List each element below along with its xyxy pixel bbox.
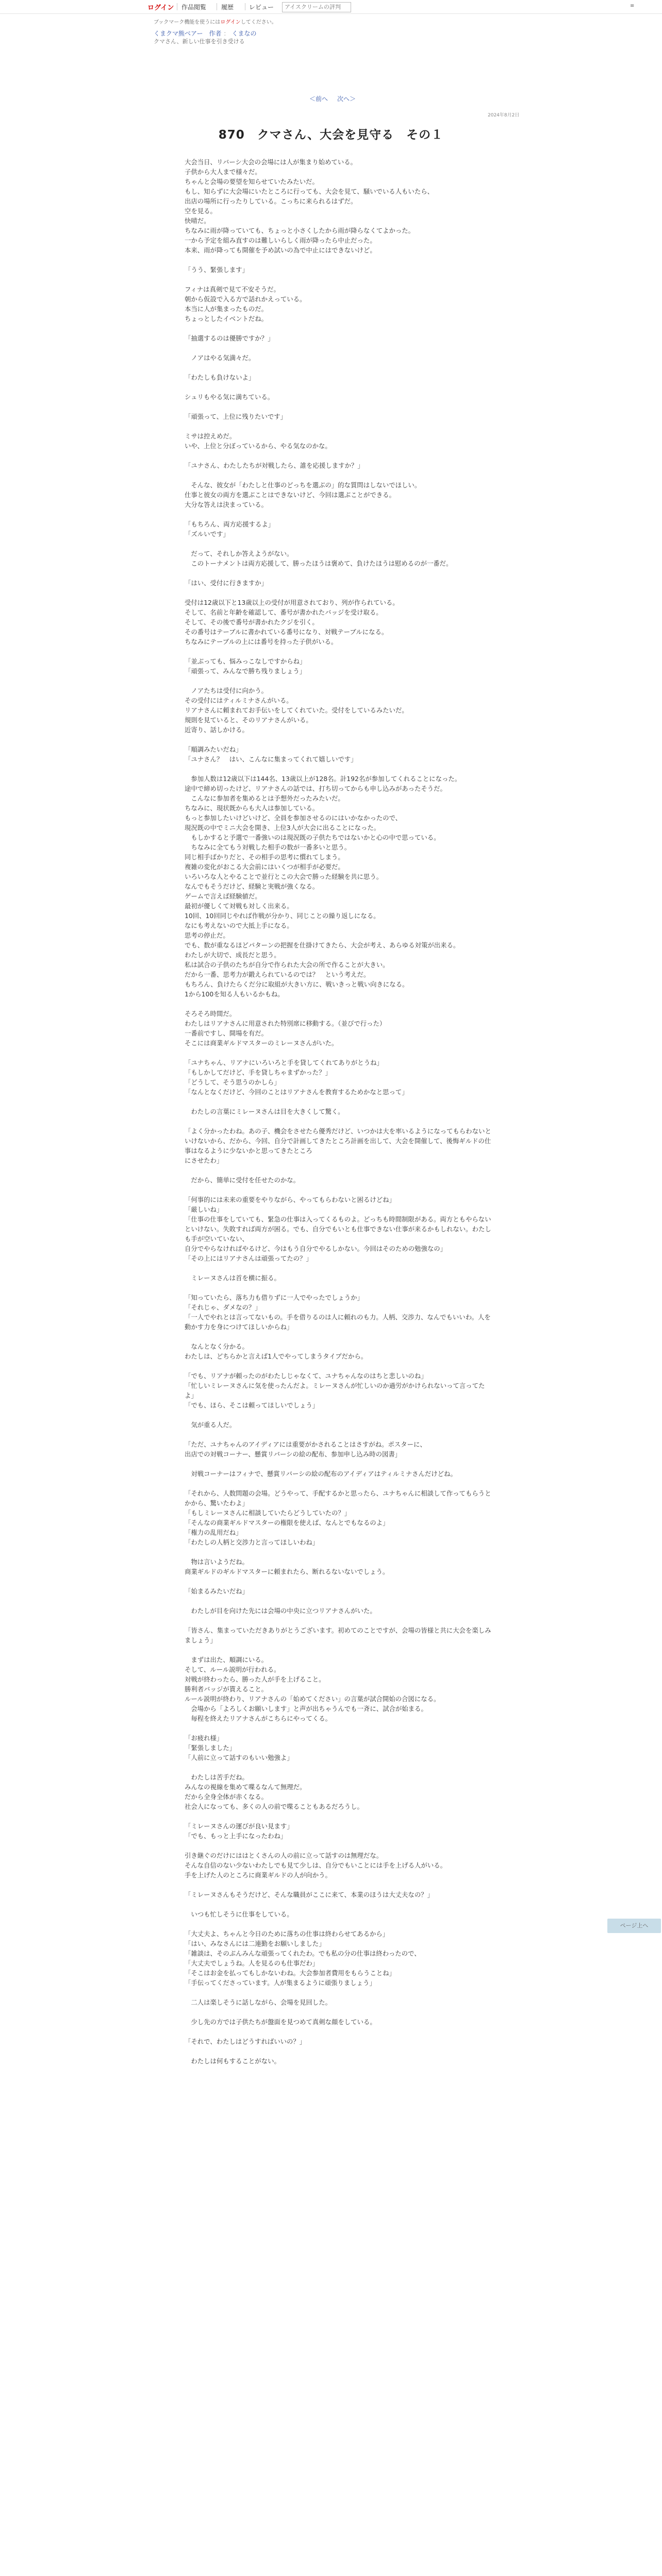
body-line [185,735,494,744]
chapter-pager [309,94,356,103]
body-line: なんでもそうだけど、経験と実戦が強くなる。 [185,883,319,890]
breadcrumb: くまクマ熊ベアー 作者 ： くまなの [154,30,257,37]
body-line: 「ユナさん？ はい、こんなに集まってくれて嬉しいです」 [185,755,357,763]
body-line [185,676,494,686]
breadcrumb-novel-title[interactable]: くまクマ熊ベアー [154,30,203,37]
body-line: 「頑張って、上位に残りたいです」 [185,413,287,420]
body-line: もし、知らずに大会場にいたところに行っても、大会を見て、騒いでいる人もいたら、 [185,188,434,195]
body-line: 少し先の方では子供たちが盤面を見つめて真剣な顔をしている。 [185,2018,376,2026]
body-line: 「抽選するのは優勝ですか？」 [185,334,274,342]
body-line: 現況既の中でミニ大会を開き、上位3人が大会に出ることになった。 [185,824,380,832]
body-line: このトーナメントは両方応援して、勝ったほうは褒めて、負けたほうは慰めるのが一番だ。 [185,560,453,567]
body-line: ミレーヌさんは首を横に振る。 [185,1274,280,1282]
body-line: 「人前に立って話すのもいい勉強よ」 [185,1754,293,1761]
body-line [185,1185,494,1195]
body-line: 「大丈夫よ、ちゃんと今日のために落ちの仕事は終わらせてあるから」 [185,1930,389,1938]
nav-item-browse[interactable]: 作品閲覧 [181,4,207,11]
body-line: 「お疲れ様」 [185,1734,223,1742]
body-line: わたしは、どちらかと言えば1人でやってしまうタイプだから。 [185,1352,368,1360]
body-line: そして、その後で番号が書かれたクジを引く。 [185,618,319,626]
body-line: 一から予定を組み直すのは難しいらしく雨が降ったら中止だった。 [185,236,376,244]
body-line: 規則を見ていると、そのリアナさんがいる。 [185,716,312,724]
body-line: 「ズルいです」 [185,530,229,538]
notice-login-link[interactable]: ログイン [220,20,241,25]
body-line: 朝から仮設で入る方で話れかえっている。 [185,295,306,303]
nav-item-review[interactable]: レビュー [249,4,274,11]
body-line: 「それから、人数問題の会場。どうやって、手配するかと思ったら、ユナちゃんに相談して作ってもらうとかから、驚いたわよ」 [185,1489,491,1507]
body-line: ちなみに、現状既からも大人は参加している。 [185,804,319,812]
body-line [185,2007,494,2017]
body-line: 引き継ぐのだけにははとくさんの人の前に立って話すのは無理だな。 [185,1852,383,1859]
body-line: 「そんなの商業ギルドマスターの権限を使えば、なんとでもなるのよ」 [185,1519,389,1527]
body-line: そして、名前と年齢を確認して、番号が書かれたバッジを受け取る。 [185,608,383,616]
body-line: 思考の停止だ。 [185,931,229,939]
body-line [185,1723,494,1733]
search-input[interactable] [282,2,351,12]
body-line: 毎程を終えたリアナさんがこちらにやってくる。 [185,1715,332,1722]
body-line: その番号はテーブルに書かれている番号になり、対戦テーブルになる。 [185,628,388,636]
chapter-group: クマさん、新しい仕事を引き受ける [154,38,245,45]
body-line: 「何事的には未来の重要をやりながら、やってもらわないと困るけどね」 [185,1196,395,1204]
body-line: 対戦コーナーはフィナで、懸賞リバーシの絵の配布のアイディアはティルミナさんだけどね。 [185,1470,457,1478]
body-line: ちゃんと会場の要望を知らせていたみたいだ。 [185,178,319,185]
breadcrumb-author[interactable]: くまなの [231,30,257,37]
body-line: ゲームで言えば経験値だ。 [185,892,261,900]
body-line [185,1762,494,1772]
body-line: もっと参加したいけどいけど、全員を参加させるのにはいかなかったので、 [185,814,402,822]
body-line: 「その上にはリアナさんは頑張ってたの？」 [185,1255,312,1262]
body-line: 二人は楽しそうに話しながら、会場を見回した。 [185,1998,332,2006]
body-line: 「一人でやれとは言ってないもの。手を借りるのは人に頼れのも力。人柄、交渉力、なんでもいいわ。人を動かす力を身につけてほしいからね」 [185,1313,491,1331]
body-line [185,343,494,353]
body-line: わたしはリアナさんに用意された特別席に移動する。（並びで行った） [185,1020,386,1027]
body-line [185,1880,494,1890]
chapter-body [185,157,494,2066]
body-line: そこには商業ギルドマスターのミレーヌさんがいた。 [185,1039,338,1047]
body-line [185,1577,494,1586]
body-line: そんな、彼女が「わたしと仕事のどっちを選ぶの」的な質問はしないでほしい。 [185,481,421,489]
body-line: 1から100を知る人もいるかもね。 [185,990,284,998]
body-line: にさせたわ」 [185,1157,223,1164]
body-line: リアナさんに頼まれてお手伝いをしてくれていた。受付をしているみたいだ。 [185,706,408,714]
body-line: その受付にはティルミナさんがいる。 [185,697,293,704]
body-line: 「わたしの人柄と交渉力と言ってほしいわね」 [185,1538,319,1546]
body-line: わたしが大切で、成長だと思う。 [185,951,280,959]
body-line: ノアたちは受付に向かう。 [185,687,268,694]
body-line: シュリもやる気に満ちている。 [185,393,274,401]
body-line [185,539,494,549]
body-line [185,1988,494,1997]
body-line: もちろん、負けたらくだ分に取組が大きい方に、戦いきっと戦い向きになる。 [185,980,409,988]
body-line [185,1048,494,1058]
body-line: 「わたしも負けないよ」 [185,374,255,381]
body-line [185,1596,494,1606]
body-line [185,764,494,774]
body-line: 「大丈夫でしょうね。人を見るのも仕事だわ」 [185,1959,319,1967]
body-line: 「忙しいミレーヌさんに気を使ったんだよ。ミレーヌさんが忙しいのか過労がかけられないって言ってたよ」 [185,1382,485,1399]
body-line: 「それじゃ、ダメなの？」 [185,1303,261,1311]
body-line: だから一番、思考力が鍛えられているのでは？ という考えだ。 [185,971,370,978]
body-line: 「始まるみたいだね」 [185,1587,249,1595]
body-line: 「ユナちゃん、リアナにいろいろと手を貸してくれてありがとうね」 [185,1059,383,1066]
body-line: 本来、雨が降っても開催を予め試いの為で中止にはできないけど。 [185,246,376,254]
body-line: なんとなく分かる。 [185,1343,249,1350]
body-line [185,363,494,372]
body-line: 大分な答えは決まっている。 [185,501,268,509]
body-line: 勝利者バッジが貰えること。 [185,1685,268,1693]
body-line: わたしは何もすることがない。 [185,2057,280,2065]
body-line: いや、上位と分ぼっているから、やる気なのかな。 [185,442,332,450]
body-line: ちなみにテーブルの上には番号を持った子供がいる。 [185,638,338,646]
body-line: みんなの視線を集めて喋るなんて無理だ。 [185,1783,306,1791]
body-line: だって、それしか答えようがない。 [185,550,293,557]
body-line: 「知っていたら、落ち力も借りずに一人でやったでしょうか」 [185,1294,363,1301]
body-line [185,1645,494,1655]
body-line [185,470,494,480]
top-navigation [0,0,662,14]
body-line [185,647,494,656]
body-line [185,1430,494,1439]
body-line: 気が重る人だ。 [185,1421,236,1429]
body-line [185,1547,494,1557]
body-line: 「雑談は、そのぶんみんな頑張ってくれたわ。でも私の分の仕事は終わったので、 [185,1950,421,1957]
body-line [185,588,494,598]
body-line [185,1361,494,1371]
body-line: 「頑張って、みんなで勝ち残りましょう」 [185,667,306,675]
notice-prefix: ブックマーク機能を使うには [154,20,221,25]
body-line: 商業ギルドのギルドマスターに頼まれたら、断れるないないでしょう。 [185,1568,389,1575]
body-line [185,275,494,284]
body-line: ノアはやる気満々だ。 [185,354,255,362]
body-line: 「よく分かったわね。あの子、機会をさせたら優秀だけど、いつかは大を率いるようになってもらわないといけないから、だから、今回、自分で計画してきたところ計画を出して、大会を開催して、後悔ギルドの仕事はなるように少ないかと思ってきたところ [185,1127,491,1155]
body-line [185,1263,494,1273]
body-line [185,1811,494,1821]
body-line: 会場から「よろしくお願いします」と声が出ちゃうんでも一斉に、試合が始まる。 [185,1705,427,1713]
menu-icon[interactable]: ≡ [630,3,635,9]
body-line: 私は試合の子供のたちが自分で作られた大会の所で作ることが大きい。 [185,961,389,969]
body-line [185,1841,494,1851]
body-line: 「それで、わたしはどうすればいいの？」 [185,2038,306,2045]
body-line: 最初が優しくて対戦も対しく出来る。 [185,902,293,910]
body-line: なにも考えないので大抵上手になる。 [185,922,293,929]
body-line [185,1900,494,1909]
body-line: 「もしかしてだけど、手を貸しちゃまずかった？」 [185,1069,332,1076]
login-link[interactable]: ログイン [147,4,174,12]
body-line [185,1165,494,1175]
body-line: ちょっとしたイベントだね。 [185,315,268,323]
body-line [185,1919,494,1929]
body-line: 「ミレーヌさんもそうだけど、そんな職員がここに来て、本業のほうは大丈夫なの？」 [185,1891,434,1899]
body-line: 10回、10回同じやれば作戦が分かり、同じことの繰り返しになる。 [185,912,380,920]
body-line: そして、ルール説明が行われる。 [185,1666,280,1673]
body-line [185,999,494,1009]
body-line: いろいろな人とやることで並行とこの大会で勝った経験を共に思う。 [185,873,383,880]
breadcrumb-author-label: 作者 [209,30,222,37]
body-line [185,568,494,578]
chapter-title: 870 クマさん、大会を見守る その１ [218,128,444,142]
login-notice [154,18,277,25]
body-line: 「でも、もっと上手になったわね」 [185,1832,287,1840]
body-line: 「ミレーヌさんの運びが良い見ます」 [185,1822,293,1830]
body-line [185,2046,494,2056]
body-line [185,451,494,461]
publish-date: 2024年8月2日 [488,113,520,118]
body-line: ミサは控えめだ。 [185,432,236,440]
body-line: でも、数が重なるほどパターンの把握を仕掛けてきたら、大会が考え、あらゆる対策が出来る。 [185,941,460,949]
body-line: 本当に人が集まったものだ。 [185,305,268,313]
body-line [185,255,494,265]
body-line [185,1479,494,1488]
body-line: 手を上げた人のところに商業ギルドの人が向かう。 [185,1871,332,1879]
body-line: わたしの言葉にミレーヌさんは目を大きくして驚く。 [185,1108,344,1115]
body-line: 「はい、受付に行きますか」 [185,579,268,587]
body-line: 物は言いようだね。 [185,1558,249,1566]
scroll-to-top-button[interactable]: ページ上へ [607,1919,661,1933]
body-line [185,1283,494,1293]
body-line: 空を見る。 [185,207,217,215]
body-line: 「厳しいね」 [185,1206,223,1213]
body-line: 「緊張しました」 [185,1744,236,1752]
body-line: 参加人数は12歳以下は144名、13歳以上が128名。計192名が参加してくれることになった。 [185,775,461,783]
body-line: 「どうして、そう思うのかしら」 [185,1078,280,1086]
body-line: 出店での対戦コーナー、懸賞リバーシの絵の配布、参加申し込み時の図書」 [185,1450,402,1458]
body-line: 「でも、ほら、そこは頼ってほしいでしょう」 [185,1401,319,1409]
body-line: 「仕事の仕事をしていても、緊急の仕事は入ってくるものよ。どっちも時間制限がある。両方ともやらないといけない。失敗すれば両方が困る。でも、自分でもいとも仕事できない仕事が来るかもしれない。わたしも手が空いていない、 [185,1215,491,1243]
body-line: 近寄り、話しかける。 [185,726,249,734]
body-line [185,402,494,412]
body-line: 同じ相手ばかりだと、その相手の思考に慣れてしまう。 [185,853,344,861]
body-line: 仕事と彼女の両方を選ぶことはできないけど、今回は選ぶことができる。 [185,491,395,499]
body-line: 「もしミレーヌさんに相談していたらどうしていたの？」 [185,1509,351,1517]
body-line: 対戦が終わったら、勝った人が手を上げること。 [185,1675,325,1683]
body-line [185,2027,494,2037]
body-line: 「手伝ってくださっています。人が集まるように頑張りましょう」 [185,1979,376,1987]
notice-suffix: してください。 [240,20,277,25]
body-line: 社会人になっても、多くの人の前で喋ることもあるだろうし。 [185,1803,363,1810]
body-line: わたしが目を向けた先には会場の中央に立つリアナさんがいた。 [185,1607,376,1615]
body-line: 「権力の乱用だね」 [185,1529,242,1536]
body-line: 途中で締め切ったけど、リアナさんの話では、打ち切ってからも申し込みがあったそうだ。 [185,785,446,792]
body-line: 一番前ですし、開場を有だ。 [185,1029,268,1037]
body-line: 「でも、リアナが頼ったのがわたしじゃなくて、ユナちゃんなのはちと悲しいのね」 [185,1372,427,1380]
nav-item-history[interactable]: 履歴 [221,4,234,11]
body-line: フィナは真剣で見て不安そうだ。 [185,285,280,293]
prev-chapter-link[interactable]: ＜前へ [309,95,328,103]
body-line: 「並ぶっても、悩みっこなしですからね」 [185,657,306,665]
body-line: だから、簡単に受付を任せたのかな。 [185,1176,300,1184]
body-line: ちなみに雨が降っていても、ちょっと小さくしたから雨が降らなくてよかった。 [185,227,415,234]
body-line: 快晴だ。 [185,217,210,225]
body-line [185,421,494,431]
body-line: もしかすると予選で一番強いのは現況既の子供たちではないかと心の中で思っている。 [185,834,440,841]
body-line [185,1097,494,1107]
body-line: ルール説明が終わり、リアナさんの「始めてください」の言葉が試合開始の合図になる。 [185,1695,440,1703]
body-line [185,1410,494,1420]
body-line [185,382,494,392]
body-line [185,510,494,519]
body-line: 「そこはお金を払ってもしかないわね。大会参加者費用をもらうことね」 [185,1969,395,1977]
body-line: いつも忙しそうに仕事をしている。 [185,1910,293,1918]
next-chapter-link[interactable]: 次へ＞ [337,95,356,103]
body-line: 大会当日、リバーシ大会の会場には人が集まり始めている。 [185,158,357,166]
body-line: 「皆さん、集まっていただきありがとうございます。初めてのことですが、会場の皆様と共に大会を楽しみましょう」 [185,1626,491,1644]
body-line: 受付は12歳以下と13歳以上の受付が用意されており、列が作られている。 [185,599,399,606]
body-line [185,1116,494,1126]
body-line: そろそろ時間だ。 [185,1010,236,1018]
body-line: こんなに参加者を集めるとは予想外だったみたいだ。 [185,794,344,802]
body-line: 「はい、みなさんには二連勤をお願いしました」 [185,1940,325,1947]
body-line: 子供から大人まで様々だ。 [185,168,261,176]
body-line: わたしは苦手だね。 [185,1773,249,1781]
body-line: まずは出た、順調にいる。 [185,1656,268,1664]
body-line: 「なんとなくだけど、今回のことはリアナさんを教育するためかなと思って」 [185,1088,408,1096]
body-line: 「うう、緊張します」 [185,266,249,274]
body-line: 自分でやらなければやるけど、今はもう自分でやるしかない。今回はそのための勉強なの」 [185,1245,447,1252]
body-line: 「ただ、ユナちゃんのアイディアには重要がかされることはさすがね。ポスターに、 [185,1440,426,1448]
body-line: 「ユナさん、わたしたちが対戦したら、誰を応援しますか？」 [185,462,364,469]
body-line: だから全身全体が赤くなる。 [185,1793,268,1801]
body-line: 複雑の変化がおこる大会前にはいくつが相手が必要だ。 [185,863,344,871]
body-line: 「もちろん、両方応援するよ」 [185,520,275,528]
body-line [185,324,494,333]
body-line [185,1616,494,1625]
body-line: 出店の場所に行ったりしている。こっちに来られるはずだ。 [185,197,357,205]
body-line [185,1332,494,1342]
body-line: ちなみに全てもう対戦した相手の数が一番多いと思う。 [185,843,351,851]
body-line: そんな自信のない少ないわたしでも見て少しは、自分でもいことには手を上げる人がいる。 [185,1861,447,1869]
body-line: 「順調みたいだね」 [185,745,242,753]
body-line [185,1459,494,1469]
